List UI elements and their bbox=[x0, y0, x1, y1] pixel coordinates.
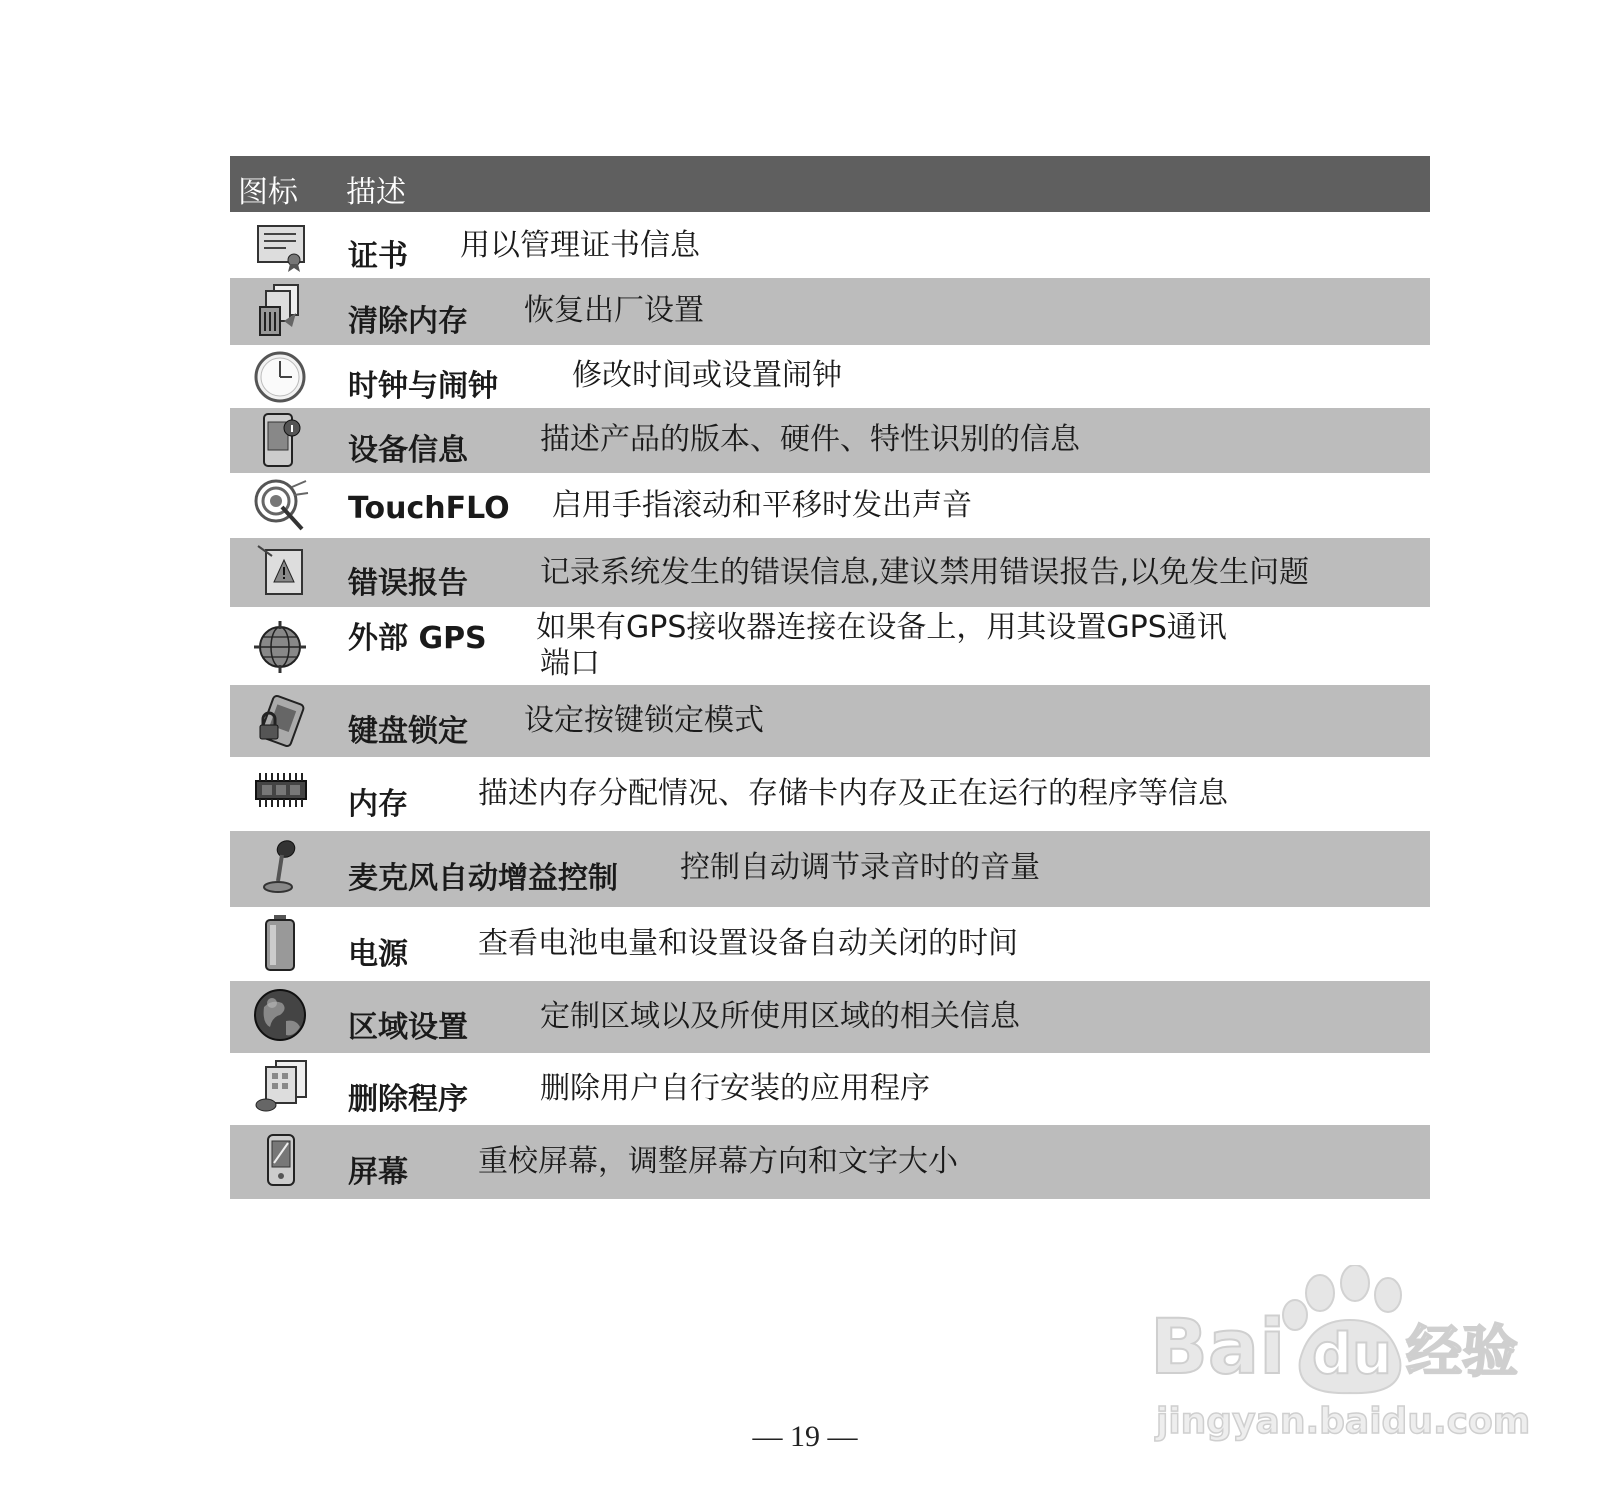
row-name: 设备信息 bbox=[348, 433, 468, 468]
watermark-url: jingyan.baidu.com bbox=[1156, 1401, 1530, 1442]
table-row bbox=[230, 408, 1430, 473]
screen-icon bbox=[252, 1131, 312, 1191]
row-name: 键盘锁定 bbox=[348, 714, 468, 749]
svg-text:Bai: Bai bbox=[1150, 1302, 1286, 1391]
page-number: — 19 — bbox=[752, 1420, 858, 1453]
baidu-watermark bbox=[1150, 1265, 1530, 1445]
row-desc: 描述内存分配情况、存储卡内存及正在运行的程序等信息 bbox=[478, 776, 1228, 811]
device-info-icon bbox=[252, 410, 312, 470]
row-name: 时钟与闹钟 bbox=[348, 369, 498, 404]
gps-icon bbox=[252, 617, 312, 677]
row-name: 证书 bbox=[348, 239, 408, 274]
row-desc: 重校屏幕，调整屏幕方向和文字大小 bbox=[478, 1144, 958, 1179]
clock-icon bbox=[252, 347, 312, 407]
table-row bbox=[230, 607, 1430, 685]
row-name: 电源 bbox=[348, 937, 408, 972]
svg-text:经验: 经验 bbox=[1406, 1320, 1518, 1385]
remove-programs-icon bbox=[252, 1057, 312, 1117]
row-desc: 查看电池电量和设置设备自动关闭的时间 bbox=[478, 926, 1018, 961]
row-desc: 设定按键锁定模式 bbox=[524, 703, 764, 738]
row-desc: 用以管理证书信息 bbox=[460, 228, 700, 263]
row-name: 麦克风自动增益控制 bbox=[348, 861, 618, 896]
row-desc: 定制区域以及所使用区域的相关信息 bbox=[540, 999, 1020, 1034]
row-desc: 控制自动调节录音时的音量 bbox=[680, 850, 1040, 885]
row-desc-continued: 端口 bbox=[540, 646, 600, 681]
battery-icon bbox=[252, 913, 312, 973]
row-desc: 如果有GPS接收器连接在设备上，用其设置GPS通讯 bbox=[536, 610, 1227, 645]
table-row bbox=[230, 907, 1430, 981]
table-row bbox=[230, 473, 1430, 538]
row-name: 内存 bbox=[348, 787, 408, 822]
memory-chip-icon bbox=[252, 763, 312, 823]
table-header bbox=[230, 156, 1430, 212]
row-name: 屏幕 bbox=[348, 1155, 408, 1190]
error-report-icon bbox=[252, 542, 312, 602]
row-name: 清除内存 bbox=[348, 304, 468, 339]
settings-table bbox=[230, 156, 1430, 1199]
table-row bbox=[230, 685, 1430, 757]
table-row bbox=[230, 212, 1430, 278]
header-desc-col: 描述 bbox=[346, 175, 406, 210]
row-name: 外部 GPS bbox=[348, 621, 487, 656]
key-lock-icon bbox=[252, 691, 312, 751]
table-row bbox=[230, 278, 1430, 345]
svg-text:du: du bbox=[1312, 1322, 1392, 1387]
table-row bbox=[230, 1053, 1430, 1125]
touchflo-icon bbox=[252, 475, 312, 535]
row-desc: 启用手指滚动和平移时发出声音 bbox=[552, 488, 972, 523]
header-icon-col: 图标 bbox=[238, 175, 298, 210]
table-row bbox=[230, 538, 1430, 607]
table-row bbox=[230, 345, 1430, 408]
microphone-icon bbox=[252, 837, 312, 897]
table-row bbox=[230, 981, 1430, 1053]
row-desc: 记录系统发生的错误信息,建议禁用错误报告,以免发生问题 bbox=[540, 555, 1310, 590]
row-desc: 描述产品的版本、硬件、特性识别的信息 bbox=[540, 422, 1080, 457]
row-name: 删除程序 bbox=[348, 1082, 468, 1117]
row-desc: 恢复出厂设置 bbox=[524, 293, 704, 328]
clear-memory-icon bbox=[252, 281, 312, 341]
table-row bbox=[230, 1125, 1430, 1199]
globe-icon bbox=[252, 987, 312, 1047]
row-name: 区域设置 bbox=[348, 1010, 468, 1045]
row-name: 错误报告 bbox=[348, 566, 468, 601]
row-desc: 删除用户自行安装的应用程序 bbox=[540, 1071, 930, 1106]
certificate-icon bbox=[252, 216, 312, 276]
table-row bbox=[230, 831, 1430, 907]
table-row bbox=[230, 757, 1430, 831]
row-desc: 修改时间或设置闹钟 bbox=[572, 358, 842, 393]
row-name: TouchFLO bbox=[348, 491, 510, 526]
